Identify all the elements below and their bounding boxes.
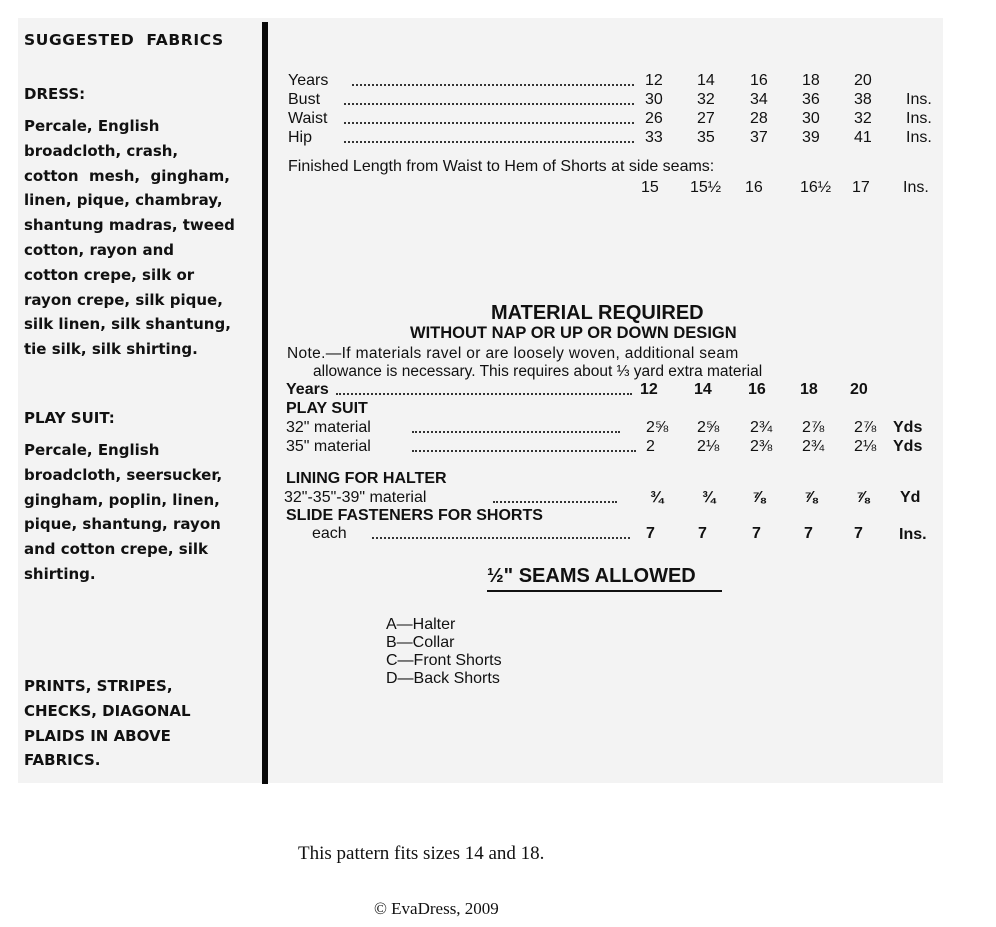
fastener-unit: Ins. (899, 526, 927, 543)
seams-underline (487, 590, 722, 592)
copyright: © EvaDress, 2009 (374, 899, 499, 918)
finished-length-value: 15 (641, 179, 659, 196)
material-value: 2¾ (750, 419, 773, 436)
fastener-value: 7 (698, 525, 707, 542)
fasteners-label: SLIDE FASTENERS FOR SHORTS (286, 507, 543, 524)
material-row-label: 32" material (286, 419, 371, 436)
material-note-line-2: allowance is necessary. This requires about ⅓ yard extra material (313, 363, 763, 380)
measurement-label: Bust (288, 91, 321, 108)
material-title: MATERIAL REQUIRED (491, 302, 704, 324)
measurement-value: 34 (750, 91, 768, 108)
measurement-value: 39 (802, 129, 820, 146)
material-value: 2 (646, 438, 655, 455)
playsuit-fabric-line: broadcloth, seersucker, (24, 465, 223, 484)
material-unit: Yds (893, 438, 923, 455)
playsuit-fabric-line: gingham, poplin, linen, (24, 490, 220, 509)
fastener-value: 7 (646, 525, 655, 542)
playsuit-fabric-line: and cotton crepe, silk (24, 540, 208, 559)
leader-dots (344, 122, 634, 124)
prints-line: FABRICS. (24, 751, 101, 770)
prints-line: PRINTS, STRIPES, (24, 677, 173, 695)
measurement-unit: Ins. (906, 129, 932, 146)
material-years-label: Years (286, 381, 329, 398)
fit-caption: This pattern fits sizes 14 and 18. (298, 843, 545, 864)
fastener-value: 7 (752, 525, 761, 542)
column-divider (262, 22, 268, 784)
measurement-value: 28 (750, 110, 768, 127)
material-value: 2⅝ (697, 419, 720, 436)
finished-length-value: 17 (852, 179, 870, 196)
pattern-piece: A—Halter (386, 616, 456, 633)
playsuit-label: PLAY SUIT: (24, 409, 115, 427)
fasteners-row-label: each (312, 525, 347, 542)
lining-value: ⅞ (856, 489, 870, 506)
lining-value: ¾ (702, 489, 716, 506)
leader-dots (336, 393, 632, 395)
dress-fabric-line: shantung madras, tweed (24, 216, 235, 235)
material-value: 2⅜ (750, 438, 773, 455)
measurement-value: 12 (645, 72, 663, 89)
leader-dots (352, 84, 634, 86)
material-year: 12 (640, 381, 658, 398)
lining-value: ⅞ (752, 489, 766, 506)
measurement-value: 16 (750, 72, 768, 89)
fabrics-heading: SUGGESTED FABRICS (24, 31, 224, 49)
dress-fabric-line: linen, pique, chambray, (24, 191, 223, 210)
measurement-value: 14 (697, 72, 715, 89)
playsuit-fabric-line: Percale, English (24, 441, 160, 459)
dress-fabric-line: Percale, English (24, 117, 160, 135)
finished-length-label: Finished Length from Waist to Hem of Shorts at side seams: (288, 158, 715, 175)
fastener-value: 7 (804, 525, 813, 542)
material-value: 2⅞ (802, 419, 825, 436)
measurement-label: Waist (288, 110, 328, 127)
leader-dots (412, 450, 636, 452)
material-year: 14 (694, 381, 712, 398)
measurement-unit: Ins. (906, 91, 932, 108)
measurement-label: Years (288, 72, 329, 89)
lining-value: ¾ (650, 489, 664, 506)
material-note-line-1: Note.—If materials ravel or are loosely woven, additional seam (287, 345, 739, 362)
dress-label: DRESS: (24, 85, 86, 103)
measurement-value: 18 (802, 72, 820, 89)
measurement-value: 32 (697, 91, 715, 108)
playsuit-fabric-line: pique, shantung, rayon (24, 515, 221, 534)
material-value: 2⅛ (697, 438, 720, 455)
leader-dots (493, 501, 617, 503)
fastener-value: 7 (854, 525, 863, 542)
measurement-value: 26 (645, 110, 663, 127)
measurement-value: 35 (697, 129, 715, 146)
seams-allowed: ½" SEAMS ALLOWED (487, 565, 696, 587)
material-year: 16 (748, 381, 766, 398)
leader-dots (412, 431, 620, 433)
dress-fabric-line: cotton crepe, silk or (24, 265, 195, 284)
measurement-value: 30 (645, 91, 663, 108)
leader-dots (372, 537, 630, 539)
finished-length-value: 15½ (690, 179, 722, 196)
lining-row-label: 32"-35"-39" material (284, 489, 427, 506)
measurement-value: 27 (697, 110, 715, 127)
pattern-piece: C—Front Shorts (386, 652, 502, 669)
measurement-value: 36 (802, 91, 820, 108)
measurement-value: 38 (854, 91, 872, 108)
measurement-value: 33 (645, 129, 663, 146)
finished-length-unit: Ins. (903, 179, 929, 196)
leader-dots (344, 141, 634, 143)
dress-fabric-line: tie silk, silk shirting. (24, 340, 198, 359)
leader-dots (344, 103, 634, 105)
material-row-label: 35" material (286, 438, 371, 455)
material-year: 18 (800, 381, 818, 398)
material-unit: Yds (893, 419, 923, 436)
prints-line: CHECKS, DIAGONAL (24, 701, 191, 720)
measurement-unit: Ins. (906, 110, 932, 127)
lining-value: ⅞ (804, 489, 818, 506)
lining-label: LINING FOR HALTER (286, 470, 447, 487)
material-subtitle: WITHOUT NAP OR UP OR DOWN DESIGN (410, 324, 737, 342)
lining-unit: Yd (900, 489, 921, 506)
measurement-value: 41 (854, 129, 872, 146)
measurement-value: 20 (854, 72, 872, 89)
playsuit-fabric-line: shirting. (24, 565, 96, 583)
prints-line: PLAIDS IN ABOVE (24, 726, 171, 745)
dress-fabric-line: cotton mesh, gingham, (24, 166, 230, 185)
playsuit-material-label: PLAY SUIT (286, 400, 368, 417)
material-value: 2⅝ (646, 419, 669, 436)
pattern-piece: D—Back Shorts (386, 670, 500, 687)
dress-fabric-line: broadcloth, crash, (24, 141, 179, 160)
finished-length-value: 16 (745, 179, 763, 196)
measurement-value: 30 (802, 110, 820, 127)
material-value: 2¾ (802, 438, 825, 455)
material-year: 20 (850, 381, 868, 398)
pattern-piece: B—Collar (386, 634, 455, 651)
material-value: 2⅞ (854, 419, 877, 436)
dress-fabric-line: cotton, rayon and (24, 241, 175, 259)
dress-fabric-line: rayon crepe, silk pique, (24, 290, 223, 309)
finished-length-value: 16½ (800, 179, 832, 196)
measurement-label: Hip (288, 129, 313, 146)
dress-fabric-line: silk linen, silk shantung, (24, 315, 231, 334)
measurement-value: 32 (854, 110, 872, 127)
material-value: 2⅛ (854, 438, 877, 455)
measurement-value: 37 (750, 129, 768, 146)
